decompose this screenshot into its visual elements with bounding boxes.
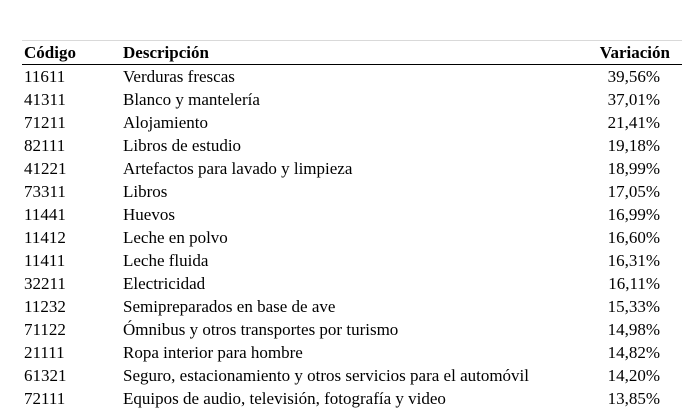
cell-code: 11411 [24,251,66,270]
table-row [22,88,682,111]
cell-code: 11412 [24,228,66,247]
cell-code: 11232 [24,297,66,316]
cell-code: 41311 [24,90,66,109]
cell-code: 32211 [24,274,66,293]
table-row [22,134,682,157]
cell-description: Ropa interior para hombre [123,343,303,362]
cell-description: Leche en polvo [123,228,228,247]
cell-variation: 16,99% [607,205,660,224]
cell-description: Seguro, estacionamiento y otros servicios para el automóvil [123,366,530,385]
header-variation: Variación [599,43,670,62]
cell-code: 21111 [24,343,65,362]
top-border [22,40,682,41]
cell-code: 11611 [24,67,66,86]
table-row [22,318,682,341]
cell-variation: 13,85% [607,389,660,408]
table-row [22,226,682,249]
cell-variation: 14,82% [607,343,660,362]
cell-description: Blanco y mantelería [123,90,260,109]
cell-variation: 18,99% [607,159,660,178]
cell-variation: 16,60% [607,228,660,247]
cell-code: 61321 [24,366,67,385]
cell-description: Libros [123,182,168,201]
cell-code: 73311 [24,182,66,201]
cell-code: 71211 [24,113,66,132]
cell-code: 82111 [24,136,66,155]
cell-code: 41221 [24,159,67,178]
cell-variation: 21,41% [607,113,660,132]
cell-code: 71122 [24,320,66,339]
cell-variation: 15,33% [607,297,660,316]
cell-description: Artefactos para lavado y limpieza [123,159,353,178]
header-description: Descripción [123,43,209,62]
cell-variation: 16,11% [608,274,660,293]
table-row [22,249,682,272]
cell-description: Ómnibus y otros transportes por turismo [123,320,399,339]
cell-variation: 19,18% [607,136,660,155]
cell-description: Huevos [123,205,175,224]
cell-variation: 16,31% [607,251,660,270]
cell-variation: 39,56% [607,67,660,86]
cell-description: Leche fluida [123,251,209,270]
cell-description: Verduras frescas [123,67,235,86]
cell-code: 72111 [24,389,66,408]
header-code: Código [24,43,76,62]
table-row [22,272,682,295]
table-row [22,65,682,88]
cell-description: Semipreparados en base de ave [123,297,336,316]
table-row [22,157,682,180]
table-body [22,65,682,410]
table-row [22,341,682,364]
cell-variation: 14,98% [607,320,660,339]
cell-description: Alojamiento [123,113,208,132]
cell-code: 11441 [24,205,66,224]
table-row [22,295,682,318]
cell-description: Electricidad [123,274,206,293]
table-row [22,203,682,226]
cell-description: Equipos de audio, televisión, fotografía y video [123,389,446,408]
cell-variation: 17,05% [607,182,660,201]
cell-variation: 37,01% [607,90,660,109]
cell-variation: 14,20% [607,366,660,385]
table-header [22,43,682,63]
cell-description: Libros de estudio [123,136,242,155]
table-row [22,364,682,387]
table-row [22,111,682,134]
table-row [22,387,682,410]
table-row [22,180,682,203]
